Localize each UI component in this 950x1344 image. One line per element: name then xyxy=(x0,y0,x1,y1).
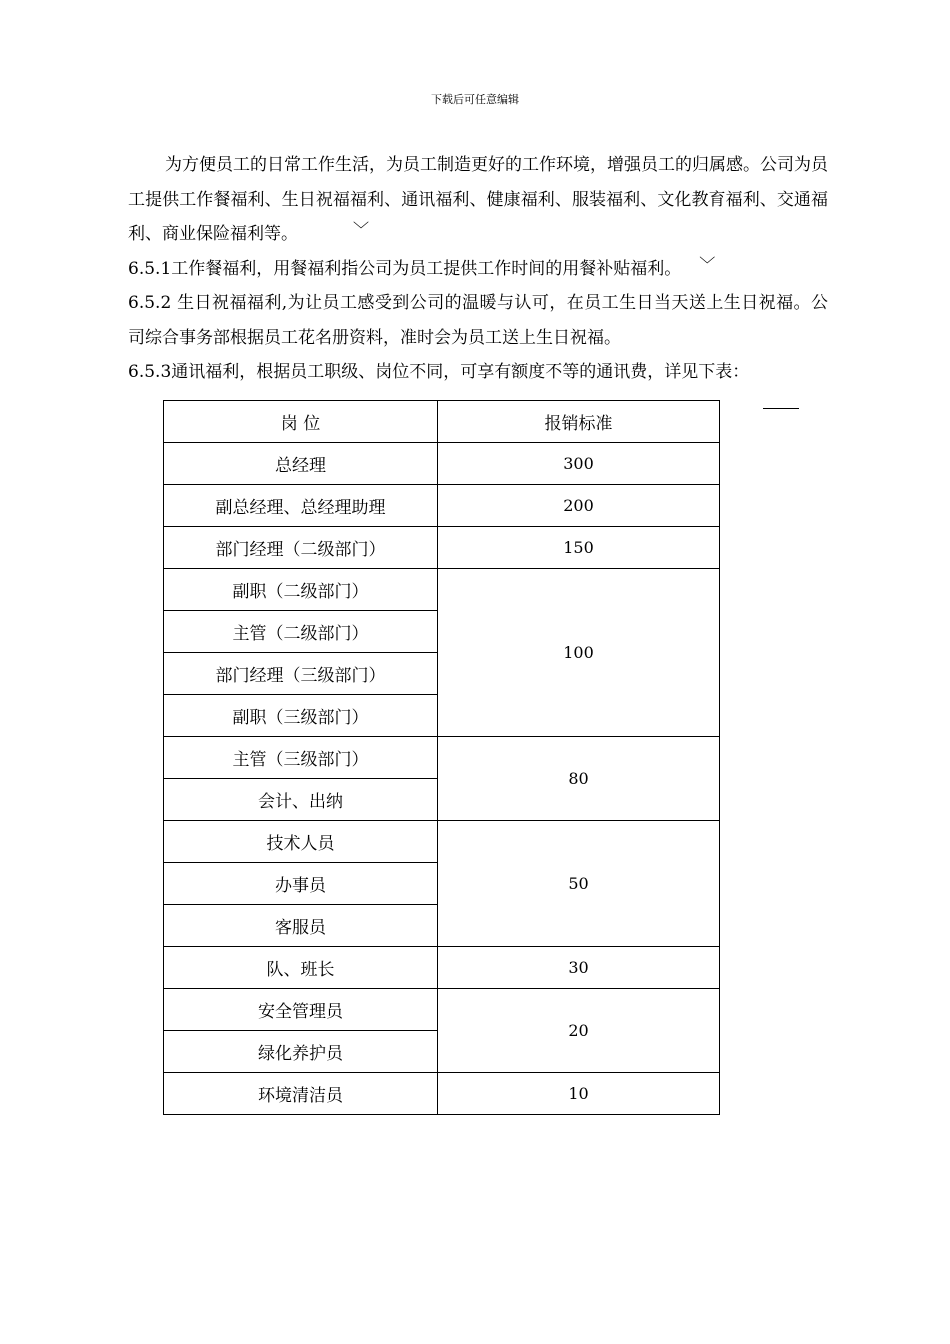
standard-cell: 100 xyxy=(438,569,720,737)
body-text xyxy=(128,148,828,390)
table-row xyxy=(164,527,720,569)
table-row xyxy=(164,989,720,1031)
communication-allowance-table xyxy=(163,400,720,1115)
table-row xyxy=(164,485,720,527)
position-cell: 绿化养护员 xyxy=(164,1031,438,1073)
meal-benefit-text: 6.5.1工作餐福利，用餐福利指公司为员工提供工作时间的用餐补贴福利。 xyxy=(128,258,682,279)
communication-benefit-paragraph: 6.5.3通讯福利，根据员工职级、岗位不同，可享有额度不等的通讯费，详见下表： xyxy=(128,362,750,382)
standard-cell: 80 xyxy=(438,737,720,821)
header-position: 岗 位 xyxy=(164,401,438,443)
position-cell: 部门经理（三级部门） xyxy=(164,653,438,695)
table-row xyxy=(164,443,720,485)
table-row xyxy=(164,737,720,779)
position-cell: 会计、出纳 xyxy=(164,779,438,821)
position-cell: 队、班长 xyxy=(164,947,438,989)
standard-cell: 150 xyxy=(438,527,720,569)
standard-cell: 20 xyxy=(438,989,720,1073)
intro-paragraph-text: 为方便员工的日常工作生活，为员工制造更好的工作环境，增强员工的归属感。公司为员工提供工作餐福利、生日祝福福利、通讯福利、健康福利、服装福利、文化教育福利、交通福利、商业保险福利等。 xyxy=(128,155,828,244)
chevron-down-mark-icon: ﹀ xyxy=(699,254,716,274)
standard-cell: 200 xyxy=(438,485,720,527)
position-cell: 部门经理（二级部门） xyxy=(164,527,438,569)
standard-cell: 30 xyxy=(438,947,720,989)
birthday-benefit-paragraph: 6.5.2 生日祝福福利,为让员工感受到公司的温暖与认可，在员工生日当天送上生日祝福。公司综合事务部根据员工花名册资料，准时会为员工送上生日祝福。 xyxy=(128,293,828,348)
position-cell: 环境清洁员 xyxy=(164,1073,438,1115)
position-cell: 副职（三级部门） xyxy=(164,695,438,737)
position-cell: 主管（三级部门） xyxy=(164,737,438,779)
position-cell: 办事员 xyxy=(164,863,438,905)
table-header-row xyxy=(164,401,720,443)
header-standard: 报销标准 xyxy=(438,401,720,443)
position-cell: 安全管理员 xyxy=(164,989,438,1031)
position-cell: 副职（二级部门） xyxy=(164,569,438,611)
standard-cell: 50 xyxy=(438,821,720,947)
table-row xyxy=(164,569,720,611)
side-rule-line xyxy=(763,408,799,409)
header-note: 下载后可任意编辑 xyxy=(431,93,519,106)
standard-cell: 10 xyxy=(438,1073,720,1115)
standard-cell: 300 xyxy=(438,443,720,485)
table-row xyxy=(164,947,720,989)
position-cell: 客服员 xyxy=(164,905,438,947)
table-row xyxy=(164,821,720,863)
position-cell: 总经理 xyxy=(164,443,438,485)
intro-paragraph xyxy=(128,148,828,252)
chevron-down-mark-icon: ﹀ xyxy=(353,220,370,239)
position-cell: 技术人员 xyxy=(164,821,438,863)
position-cell: 副总经理、总经理助理 xyxy=(164,485,438,527)
position-cell: 主管（二级部门） xyxy=(164,611,438,653)
meal-benefit-paragraph xyxy=(128,252,828,287)
table-row xyxy=(164,1073,720,1115)
